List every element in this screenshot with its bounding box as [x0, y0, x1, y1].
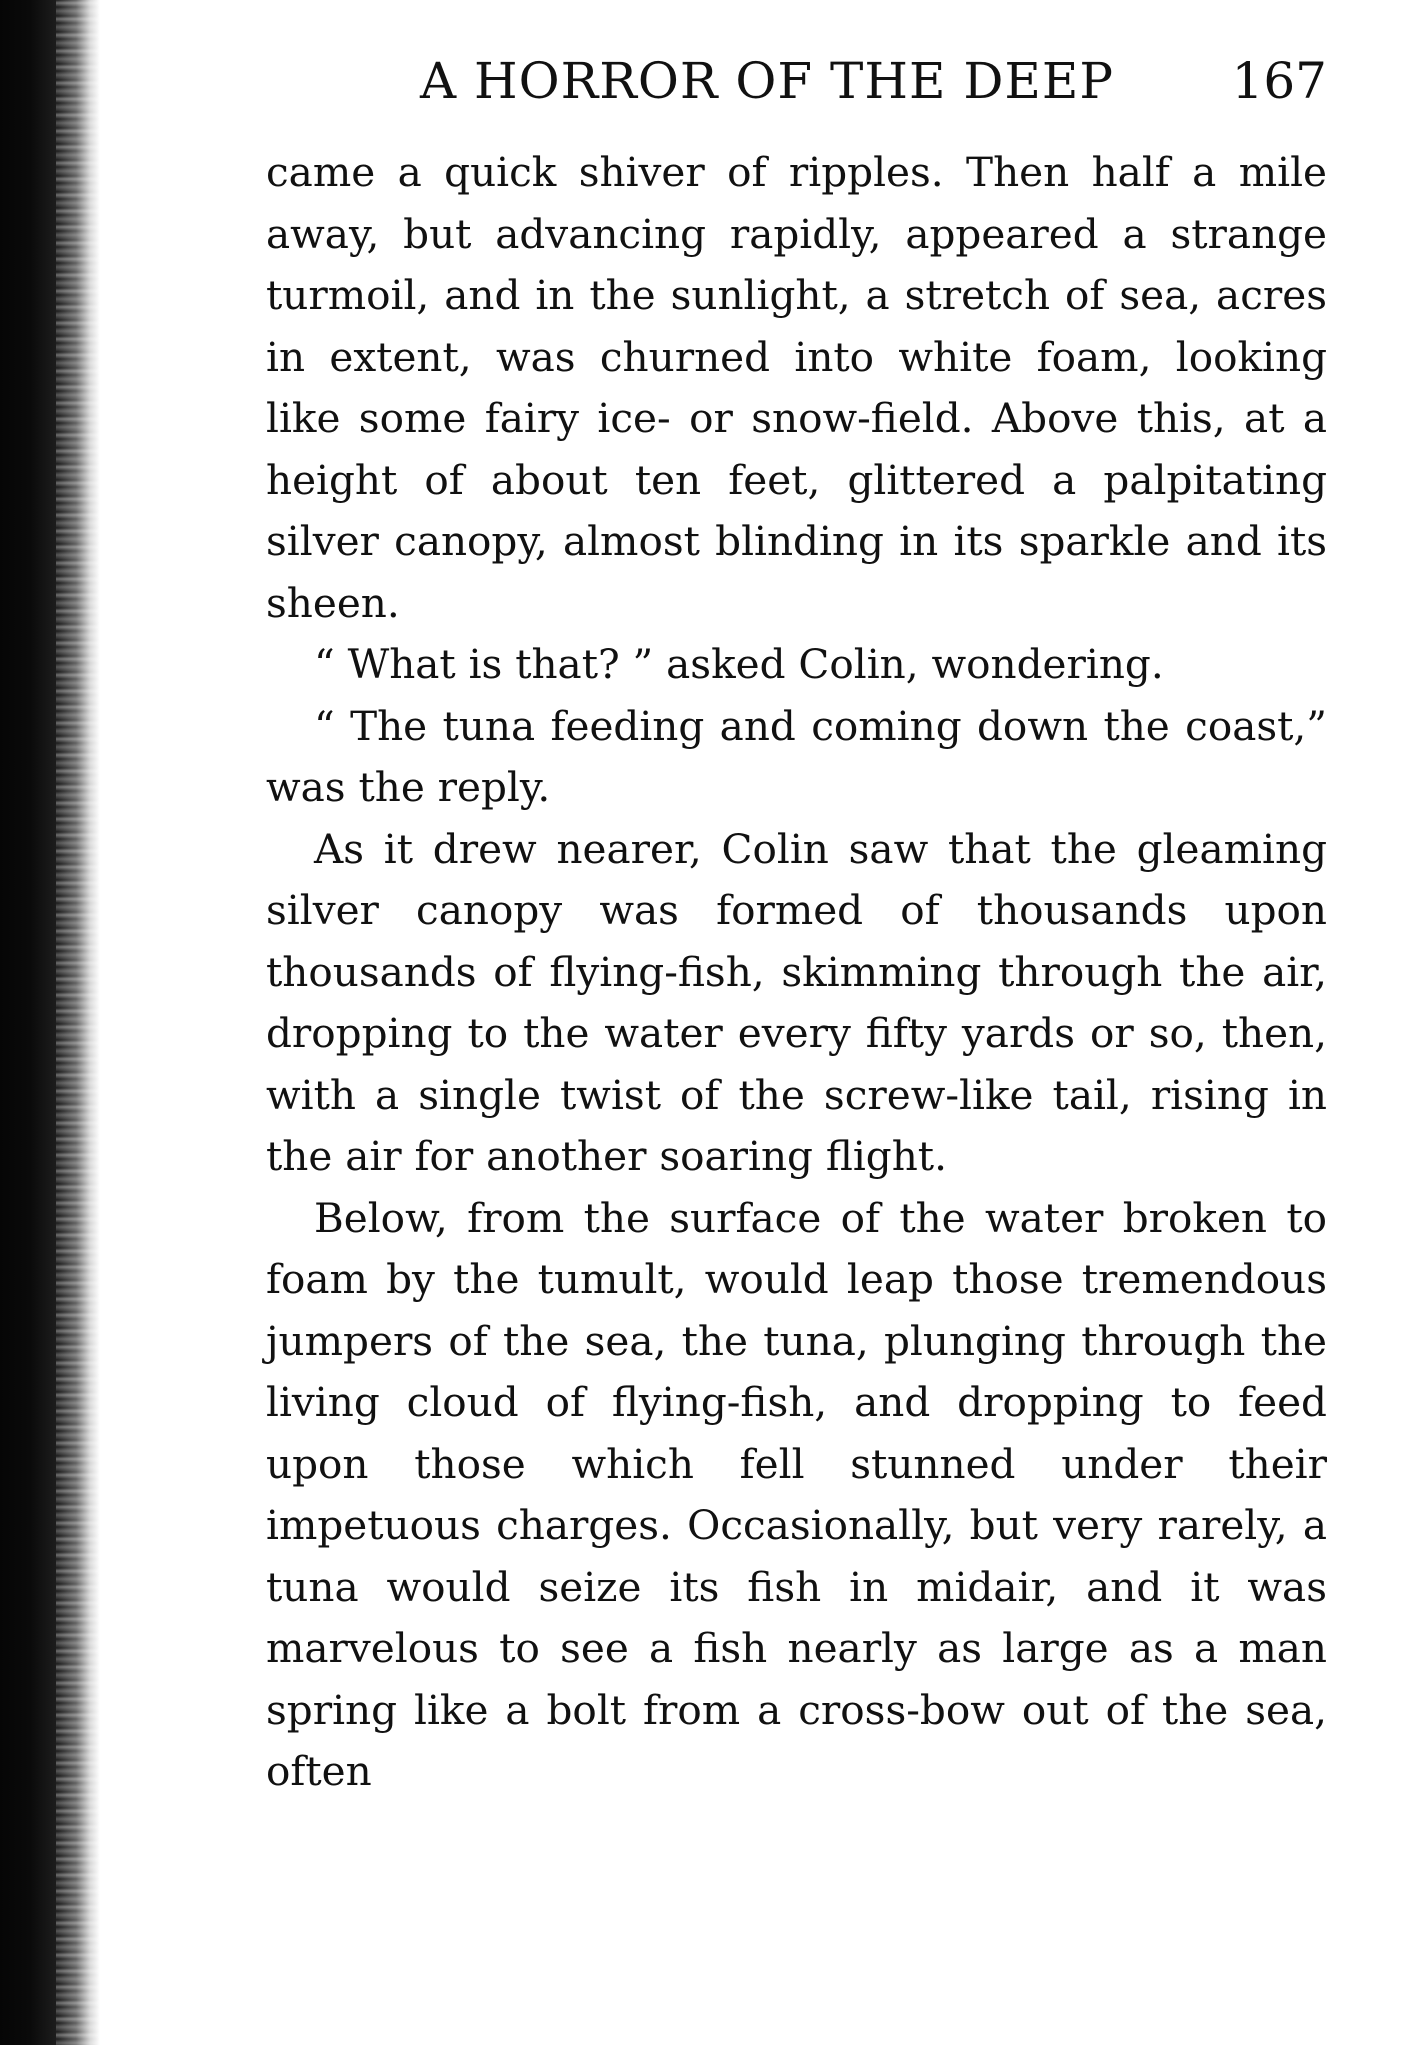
page-number: 167: [1231, 52, 1327, 110]
paragraph-dialogue-reply: “ The tuna feeding and coming down the coast,” was the reply.: [266, 701, 1327, 811]
paragraph-dialogue-question: “ What is that? ” asked Colin, wondering.: [314, 640, 1164, 688]
book-binding-shadow: [0, 0, 100, 2045]
paragraph-tuna: Below, from the surface of the water broken to foam by the tumult, would leap those tremendous jumpers of the sea, the tuna, plunging through the living cloud of flying-fish, and dropping to feed upon those which fell stunned under their impetuous charges. Occasionally, but very rarely, a tuna would seize its fish in midair, and it was marvelous to see a fish nearly as large as a man spring like a bolt from a cross-bow out of the sea, often: [266, 1193, 1327, 1795]
page-header: [270, 46, 1327, 116]
paragraph-continued: came a quick shiver of ripples. Then half a mile away, but advancing rapidly, appeared a strange turmoil, and in the sunlight, a stretch of sea, acres in extent, was churned into white foam, looking like some fairy ice- or snow-field. Above this, at a height of about ten feet, glittered a palpitating silver canopy, almost blinding in its sparkle and its sheen.: [266, 148, 1327, 627]
body-text: [266, 142, 1327, 1803]
running-title: A HORROR OF THE DEEP: [420, 52, 1115, 110]
paragraph-flying-fish: As it drew nearer, Colin saw that the gleaming silver canopy was formed of thousands upon thousands of flying-fish, skimming through the air, dropping to the water every fifty yards or so, then, with a single twist of the screw-like tail, rising in the air for another soaring flight.: [266, 824, 1327, 1180]
